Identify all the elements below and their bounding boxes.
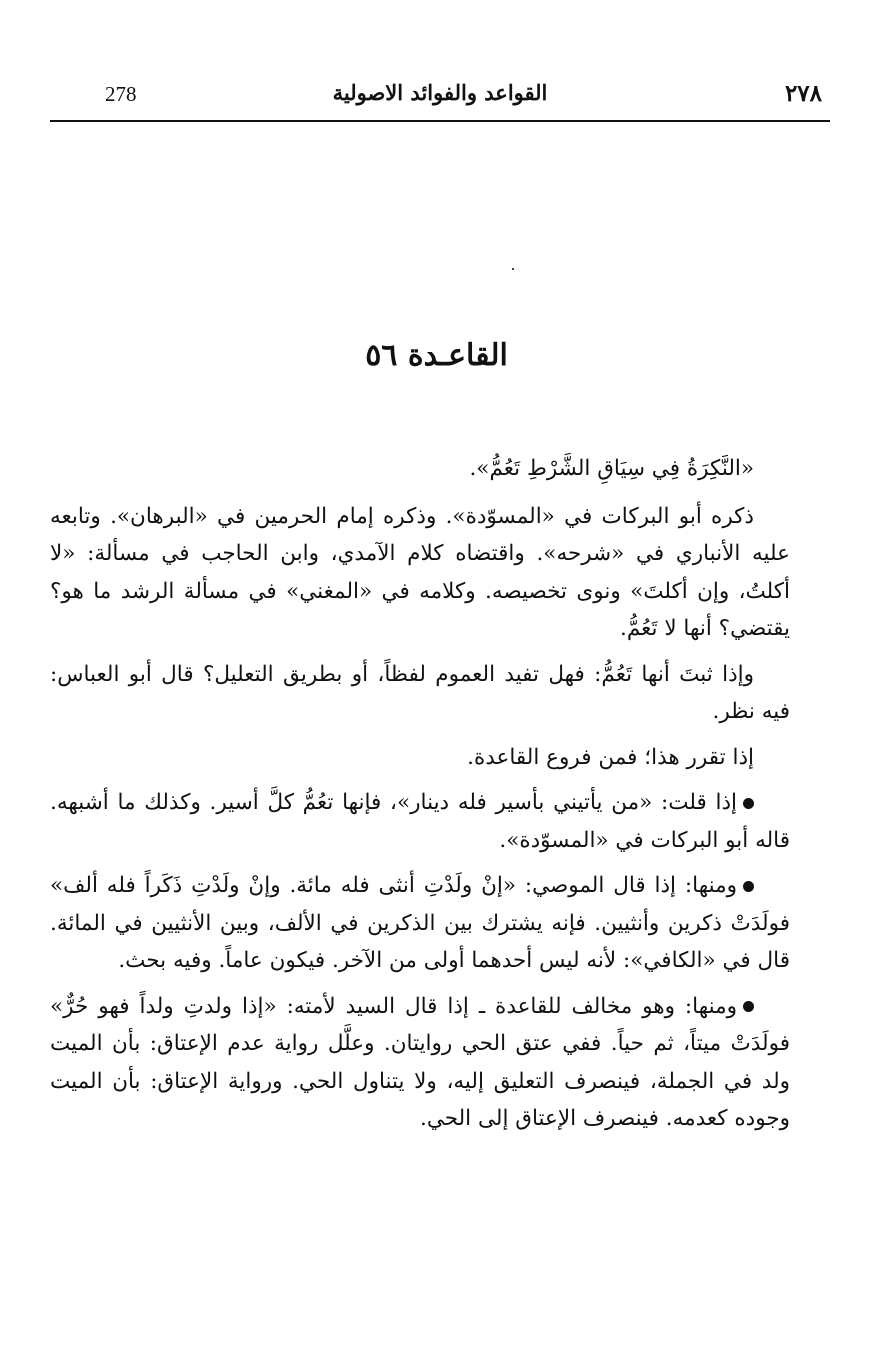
- page-number-arabic: ٢٧٨: [784, 80, 822, 107]
- paragraph: وإذا ثبتَ أنها تَعُمُّ: فهل تفيد العموم لفظاً، أو بطريق التعليل؟ قال أبو العباس: فيه نظر.: [50, 661, 790, 724]
- bullet-text: ومنها: إذا قال الموصي: «إنْ ولَدْتِ أنثى فله مائة. وإنْ ولَدْتِ ذَكَراً فله ألف» فولَدَتْ ذكرين وأنثيين. فإنه يشترك بين الذكرين في الألف، وبين الأنثيين في المائة. قال في «الكافي»: لأنه ليس أحدهما أولى من الآخر. فيكون عاماً. وفيه بحث.: [50, 873, 790, 973]
- book-title: القواعد والفوائد الاصولية: [332, 80, 548, 105]
- bullet-icon: [743, 1001, 754, 1012]
- bullet-text: ومنها: وهو مخالف للقاعدة ـ إذا قال السيد لأمته: «إذا ولدتِ ولداً فهو حُرٌّ» فولَدَتْ ميتاً، ثم حياً. ففي عتق الحي روايتان. وعلَّل رواية عدم الإعتاق: بأن الميت ولد في الجملة، فينصرف التعليق إليه، ولا يتناول الحي. ورواية الإعتاق: بأن الميت وجوده كعدمه. فينصرف الإعتاق إلى الحي.: [50, 993, 790, 1131]
- bullet-icon: [743, 881, 754, 892]
- rule-title: القاعـدة ٥٦: [365, 338, 508, 373]
- bullet-paragraph: [50, 867, 790, 980]
- print-speck: [512, 268, 514, 270]
- header-rule: [50, 120, 830, 122]
- paragraph: إذا تقرر هذا؛ فمن فروع القاعدة.: [467, 744, 754, 770]
- bullet-paragraph: [50, 784, 790, 859]
- bullet-text: إذا قلت: «من يأتيني بأسير فله دينار»، فإنها تعُمُّ كلَّ أسير. وكذلك ما أشبهه. قاله أبو البركات في «المسوّدة».: [50, 790, 790, 853]
- page-number-latin: 278: [105, 82, 137, 106]
- rule-statement: «النَّكِرَةُ فِي سِيَاقِ الشَّرْطِ تَعُمُّ».: [469, 456, 754, 481]
- bullet-icon: [743, 798, 754, 809]
- bullet-paragraph: [50, 988, 790, 1138]
- paragraph: ذكره أبو البركات في «المسوّدة». وذكره إمام الحرمين في «البرهان». وتابعه عليه الأنباري في «شرحه». واقتضاه كلام الآمدي، وابن الحاجب في مسألة: «لا أكلتُ، وإن أكلتَ» ونوى تخصيصه. وكلامه في «المغني» في مسألة الرشد ما هو؟ يقتضي؟ أنها لا تَعُمُّ.: [50, 503, 790, 641]
- running-header: [50, 78, 830, 118]
- body-text: [50, 450, 790, 1146]
